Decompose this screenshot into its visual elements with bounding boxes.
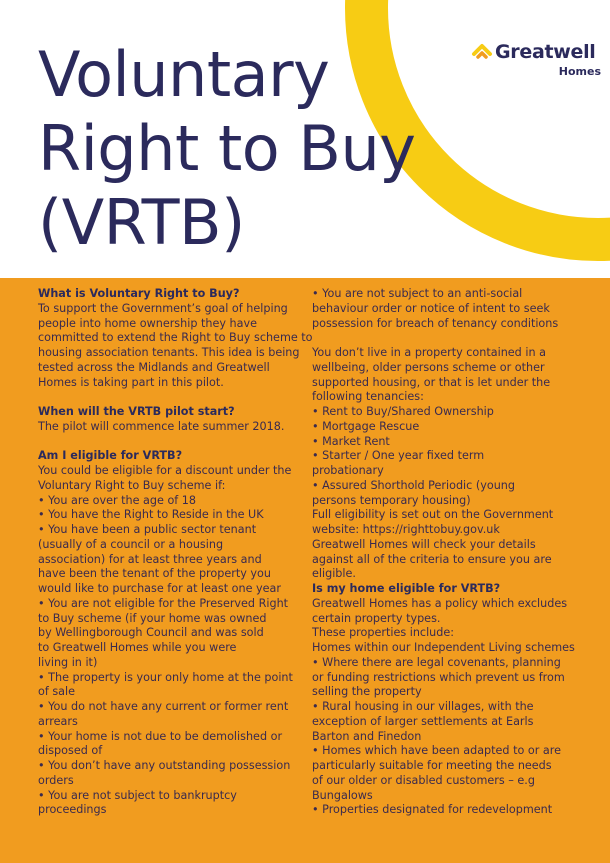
- text-line: • Rural housing in our villages, with the: [312, 700, 534, 713]
- text-line: Full eligibility is set out on the Government: [312, 508, 554, 522]
- text-line: persons temporary housing): [312, 493, 471, 507]
- text-line: These properties include:: [312, 626, 455, 640]
- text-line: • Homes which have been adapted to or are: [312, 744, 561, 758]
- section-heading: Is my home eligible for VRTB?: [312, 582, 501, 595]
- text-line: To support the Government’s goal of helping: [38, 301, 288, 315]
- text-block: [312, 287, 592, 331]
- text-line: Greatwell Homes has a policy which excludes: [312, 596, 568, 610]
- text-line: • You are not subject to bankruptcy: [38, 788, 237, 802]
- text-line: probationary: [312, 464, 384, 477]
- text-line: living in it): [38, 655, 98, 669]
- text-block: [38, 301, 313, 391]
- title-line: (VRTB): [38, 186, 245, 259]
- text-line: association) for at least three years and: [38, 552, 262, 566]
- text-line: have been the tenant of the property you: [38, 567, 271, 581]
- text-line: • Properties designated for redevelopment: [312, 803, 553, 817]
- text-line: • You have the Right to Reside in the UK: [38, 508, 264, 522]
- text-line: certain property types.: [312, 611, 441, 625]
- text-line: Homes is taking part in this pilot.: [38, 375, 224, 389]
- text-line: arrears: [38, 714, 78, 728]
- text-line: Barton and Finedon: [312, 729, 422, 743]
- text-line: wellbeing, older persons scheme or other: [312, 360, 545, 374]
- text-block: [38, 420, 310, 435]
- text-line: possession for breach of tenancy conditions: [312, 316, 559, 330]
- text-line: • You have been a public sector tenant: [38, 523, 257, 536]
- text-line: Voluntary Right to Buy scheme if:: [38, 478, 226, 492]
- text-line: • You do not have any current or former rent: [38, 700, 289, 713]
- text-line: committed to extend the Right to Buy scheme to: [38, 331, 313, 345]
- section-heading: Am I eligible for VRTB?: [38, 449, 183, 463]
- text-line: to Greatwell Homes while you were: [38, 641, 237, 654]
- text-line: selling the property: [312, 685, 422, 699]
- logo-wordmark: Greatwell: [495, 41, 596, 63]
- text-line: You could be eligible for a discount under the: [38, 464, 292, 477]
- right-column: [312, 287, 592, 818]
- content-panel: [0, 278, 610, 863]
- text-line: orders: [38, 773, 74, 787]
- logo-subtitle: Homes: [558, 65, 601, 78]
- text-line: eligible.: [312, 567, 356, 581]
- text-line: disposed of: [38, 744, 103, 758]
- text-line: website: https://righttobuy.gov.uk: [312, 523, 500, 536]
- text-line: housing association tenants. This idea is being: [38, 346, 300, 359]
- text-line: • Your home is not due to be demolished or: [38, 729, 283, 743]
- text-line: The pilot will commence late summer 2018.: [38, 419, 285, 433]
- text-line: of sale: [38, 685, 76, 699]
- text-line: supported housing, or that is let under the: [312, 375, 551, 389]
- text-line: Homes within our Independent Living schemes: [312, 641, 575, 654]
- text-line: people into home ownership they have: [38, 316, 257, 330]
- section-heading: When will the VRTB pilot start?: [38, 405, 235, 418]
- text-line: • Where there are legal covenants, planning: [312, 655, 561, 669]
- text-block: [38, 464, 310, 818]
- text-line: You don’t live in a property contained in a: [312, 346, 546, 359]
- left-column: [38, 287, 313, 818]
- text-line: • You are not eligible for the Preserved Right: [38, 596, 289, 610]
- text-line: particularly suitable for meeting the needs: [312, 759, 552, 772]
- title-line: Right to Buy: [38, 112, 416, 185]
- text-line: tested across the Midlands and Greatwell: [38, 360, 270, 374]
- text-line: • You are not subject to an anti-social: [312, 287, 523, 300]
- text-line: • Assured Shorthold Periodic (young: [312, 478, 515, 492]
- text-line: against all of the criteria to ensure you are: [312, 552, 552, 566]
- text-block: [312, 346, 592, 582]
- section-heading: What is Voluntary Right to Buy?: [38, 287, 240, 300]
- text-line: • The property is your only home at the point: [38, 670, 293, 684]
- text-line: • You are over the age of 18: [38, 493, 197, 507]
- page-title: [38, 38, 415, 260]
- text-line: (usually of a council or a housing: [38, 537, 224, 551]
- text-line: Greatwell Homes will check your details: [312, 537, 536, 551]
- text-line: would like to purchase for at least one year: [38, 582, 281, 595]
- greatwell-logo: [471, 41, 606, 81]
- text-line: • Market Rent: [312, 434, 390, 448]
- text-line: exception of larger settlements at Earls: [312, 714, 534, 728]
- text-block: [312, 597, 592, 818]
- text-line: or funding restrictions which prevent us from: [312, 670, 565, 684]
- text-line: proceedings: [38, 803, 107, 817]
- text-line: behaviour order or notice of intent to seek: [312, 301, 550, 315]
- text-line: • Rent to Buy/Shared Ownership: [312, 405, 494, 418]
- text-line: Bungalows: [312, 788, 373, 802]
- text-line: • You don’t have any outstanding possession: [38, 759, 291, 772]
- text-line: to Buy scheme (if your home was owned: [38, 611, 267, 625]
- text-line: by Wellingborough Council and was sold: [38, 626, 264, 640]
- text-line: of our older or disabled customers – e.g: [312, 773, 535, 787]
- text-line: • Mortgage Rescue: [312, 419, 420, 433]
- text-line: • Starter / One year fixed term: [312, 449, 485, 463]
- house-icon: [471, 42, 493, 64]
- text-line: following tenancies:: [312, 390, 424, 404]
- header-banner: [0, 0, 610, 278]
- title-line: Voluntary: [38, 38, 330, 111]
